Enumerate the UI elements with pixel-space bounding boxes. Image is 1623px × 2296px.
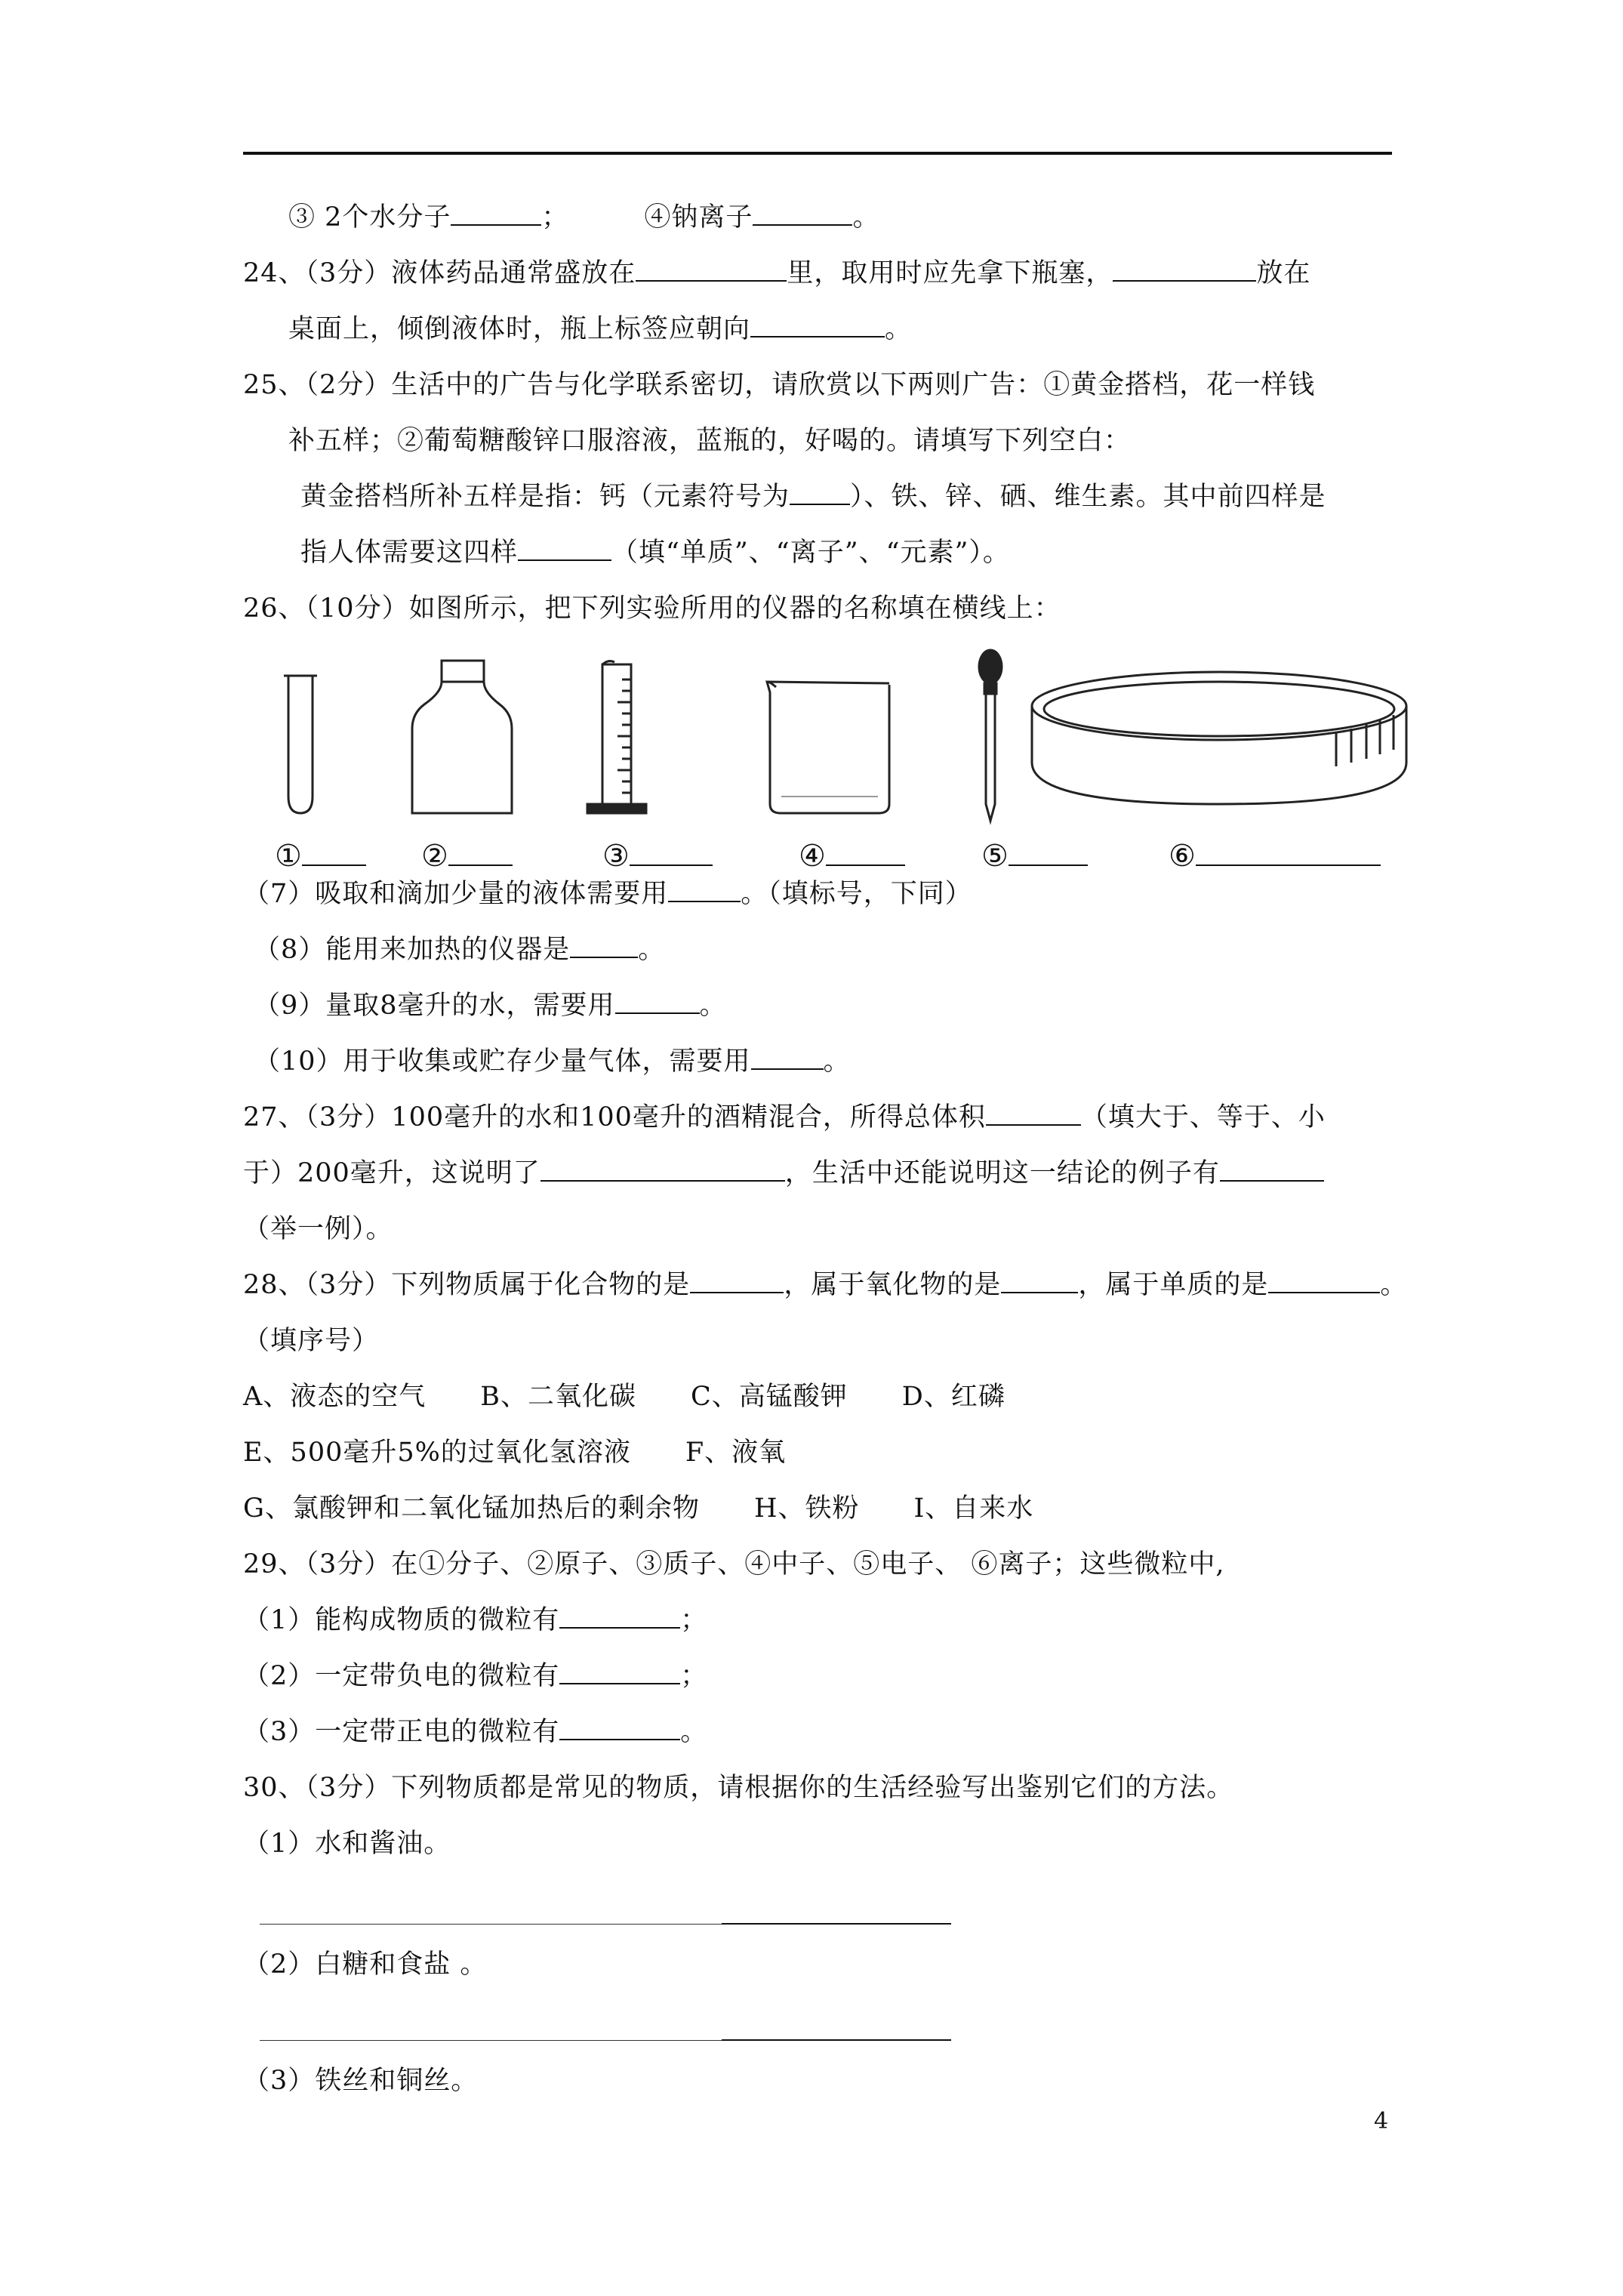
apparatus-label-6: ⑥ [1169,838,1381,874]
q24-line1 [243,257,1310,290]
punct: 。 [885,314,913,344]
answer-blank[interactable] [753,202,852,226]
answer-line[interactable] [722,2039,951,2041]
q24-text: 桌面上，倾倒液体时，瓶上标签应朝向 [288,314,751,344]
q28-line1: 28、（3分）下列物质属于化合物的是 ，属于氧化物的是 ，属于单质的是 。 [243,1270,1408,1300]
answer-blank[interactable] [1268,1269,1380,1293]
answer-blank[interactable] [559,1604,680,1629]
answer-blank[interactable] [570,934,638,958]
q26-sub8: （8）能用来加热的仪器是 。 [254,935,666,965]
answer-line[interactable] [722,1923,951,1925]
q23-line [288,201,879,234]
q26-line: 26、（10分）如图所示，把下列实验所用的仪器的名称填在横线上： [243,593,1061,624]
bottle-icon [412,661,512,813]
answer-blank[interactable] [1196,839,1381,866]
punct: ； [541,202,569,233]
answer-blank[interactable] [750,313,885,337]
answer-blank[interactable] [559,1716,680,1740]
answer-line[interactable] [260,2040,722,2041]
q25-text: ）、铁、锌、硒、维生素。其中前四样是 [850,482,1326,512]
q29-sub3: （3）一定带正电的微粒有 。 [243,1717,708,1747]
answer-blank[interactable] [1113,257,1256,282]
q28-line2: （填序号） [243,1326,380,1356]
q24-text: 24、（3分）液体药品通常盛放在 [243,258,636,288]
q28-options3: G、氯酸钾和二氧化锰加热后的剩余物 H、铁粉 I、自来水 [243,1493,1034,1524]
q26-sub7: （7）吸取和滴加少量的液体需要用 。（填标号，下同） [243,879,972,909]
trough-icon [1032,672,1406,804]
q28-options2: E、500毫升5%的过氧化氢溶液 F、液氧 [243,1438,787,1468]
apparatus-label-2: ② [421,838,513,874]
q27-line3: （举一例）。 [243,1214,393,1244]
q25-text: （填“单质”、“离子”、“元素”）。 [611,538,1010,568]
q26-sub9: （9）量取8毫升的水，需要用 。 [254,991,727,1021]
beaker-icon [767,682,889,813]
q25-line3 [300,480,1326,513]
q24-text: 里，取用时应先拿下瓶塞， [787,258,1113,288]
q25-line1: 25、（2分）生活中的广告与化学联系密切，请欣赏以下两则广告：①黄金搭档，花一样钱 [243,370,1316,400]
answer-blank[interactable] [1001,1269,1078,1293]
apparatus-label-4: ④ [799,838,905,874]
q28-options1: A、液态的空气 B、二氧化碳 C、高锰酸钾 D、红磷 [243,1382,1006,1412]
answer-blank[interactable] [751,1046,824,1070]
header-rule [243,152,1392,155]
q23-item4: ④钠离子 [644,202,753,233]
q25-text: 指人体需要这四样 [300,538,519,568]
answer-line[interactable] [260,1924,722,1925]
answer-blank[interactable] [1009,839,1088,866]
apparatus-label-3: ③ [602,838,713,874]
answer-blank[interactable] [615,990,700,1014]
answer-blank[interactable] [559,1660,680,1684]
q25-line4 [300,536,1010,569]
answer-blank[interactable] [1220,1157,1324,1182]
answer-blank[interactable] [826,839,905,866]
q30-sub2: （2）白糖和食盐 。 [243,1949,488,1980]
page-number: 4 [1374,2108,1389,2134]
punct: 。 [852,202,880,233]
answer-blank[interactable] [986,1102,1081,1126]
q27-line2: 于）200毫升，这说明了 ，生活中还能说明这一结论的例子有 [243,1157,1324,1190]
answer-blank[interactable] [448,839,513,866]
q29-sub2: （2）一定带负电的微粒有 ； [243,1661,708,1691]
test-tube-icon [284,676,317,813]
answer-blank[interactable] [668,878,741,902]
answer-blank[interactable] [540,1157,785,1182]
q27-line1: 27、（3分）100毫升的水和100毫升的酒精混合，所得总体积 （填大于、等于、小 [243,1102,1326,1133]
answer-blank[interactable] [690,1269,784,1293]
q30-sub3: （3）铁丝和铜丝。 [243,2066,479,2096]
answer-blank[interactable] [790,481,850,505]
answer-blank[interactable] [636,257,787,282]
q24-line2 [288,313,912,346]
answer-blank[interactable] [630,839,713,866]
apparatus-label-5: ⑤ [981,838,1088,874]
q30-line1: 30、（3分）下列物质都是常见的物质，请根据你的生活经验写出鉴别它们的方法。 [243,1773,1234,1803]
q29-line1: 29、（3分）在①分子、②原子、③质子、④中子、⑤电子、 ⑥离子；这些微粒中, [243,1549,1225,1579]
q29-sub1: （1）能构成物质的微粒有 ； [243,1605,708,1635]
q26-sub10: （10）用于收集或贮存少量气体，需要用 。 [254,1046,851,1077]
dropper-icon [979,650,1002,821]
answer-blank[interactable] [451,202,541,226]
graduated-cylinder-icon [587,661,646,813]
apparatus-label-1: ① [275,838,366,874]
q25-line2: 补五样；②葡萄糖酸锌口服溶液，蓝瓶的，好喝的。请填写下列空白： [288,426,1132,456]
q25-text: 黄金搭档所补五样是指：钙（元素符号为 [300,482,790,512]
answer-blank[interactable] [518,537,611,561]
q24-text: 放在 [1256,258,1311,288]
answer-blank[interactable] [302,839,366,866]
q23-item3: ③ 2个水分子 [288,202,451,233]
q30-sub1: （1）水和酱油。 [243,1829,451,1859]
